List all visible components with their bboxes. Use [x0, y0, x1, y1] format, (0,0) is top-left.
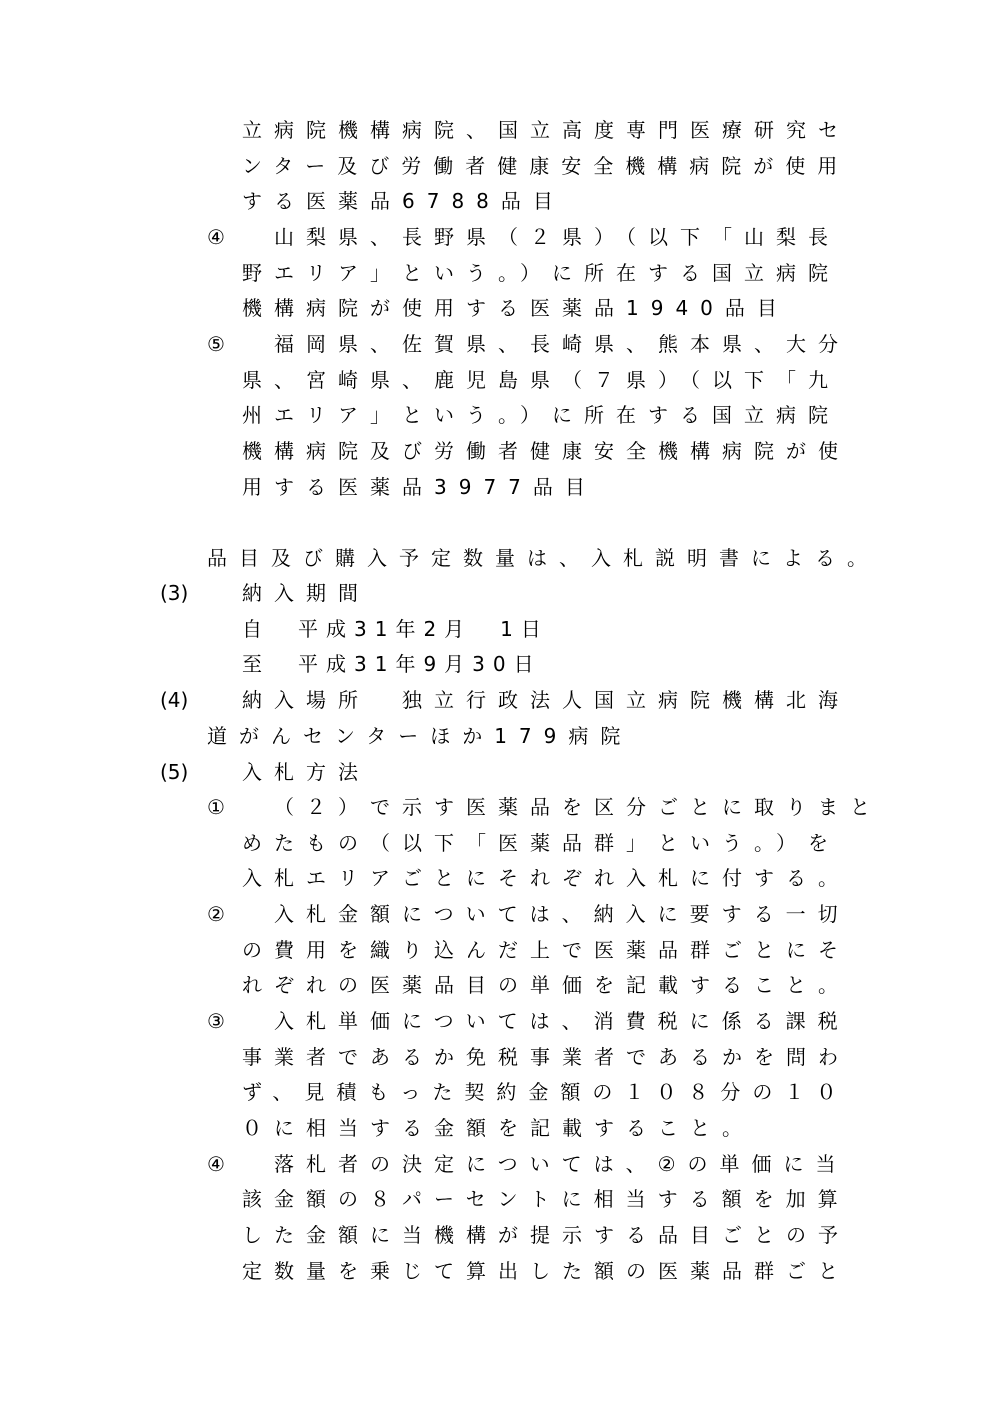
bid-item4-line-3: した金額に当機構が提示する品目ごとの予 [242, 1223, 850, 1247]
section3-title: 納入期間 [242, 581, 370, 605]
section5-title: 入札方法 [242, 760, 370, 784]
item4-line-1: 山梨県、長野県（２県）（以下「山梨長 [274, 225, 840, 249]
section5-label: (5) [160, 760, 189, 784]
item5-marker: ⑤ [207, 332, 225, 356]
bid-item3-line-1: 入札単価については、消費税に係る課税 [274, 1009, 850, 1033]
bid-item4-marker: ④ [207, 1152, 225, 1176]
period-to: 至 平成31年9月30日 [242, 652, 542, 676]
section4-line-2: 道がんセンターほか179病院 [207, 724, 633, 748]
item4-line-2: 野エリア」という。）に所在する国立病院 [242, 261, 840, 285]
item3-cont-line-2: ンター及び労働者健康安全機構病院が使用 [242, 154, 850, 178]
bid-item1-marker: ① [207, 795, 225, 819]
item4-line-3: 機構病院が使用する医薬品1940品目 [242, 296, 789, 320]
section4-line-1: 納入場所 独立行政法人国立病院機構北海 [242, 688, 850, 712]
bid-item1-line-2: めたもの（以下「医薬品群」という。）を [242, 831, 840, 855]
bid-item4-line-2: 該金額の８パーセントに相当する額を加算 [242, 1187, 850, 1211]
bid-item2-line-1: 入札金額については、納入に要する一切 [274, 902, 850, 926]
bid-item2-marker: ② [207, 902, 225, 926]
section4-label: (4) [160, 688, 189, 712]
bid-item4-line-1: 落札者の決定については、②の単価に当 [274, 1152, 848, 1176]
item5-line-2: 県、宮崎県、鹿児島県（７県）（以下「九 [242, 368, 840, 392]
item5-line-4: 機構病院及び労働者健康安全機構病院が使 [242, 439, 850, 463]
item5-line-1: 福岡県、佐賀県、長崎県、熊本県、大分 [274, 332, 850, 356]
item3-cont-line-1: 立病院機構病院、国立高度専門医療研究セ [242, 118, 850, 142]
bid-item4-line-4: 定数量を乗じて算出した額の医薬品群ごと [242, 1259, 850, 1283]
item3-cont-line-3: する医薬品6788品目 [242, 189, 565, 213]
quantity-note: 品目及び購入予定数量は、入札説明書による。 [207, 546, 879, 570]
item5-line-5: 用する医薬品3977品目 [242, 475, 597, 499]
bid-item2-line-2: の費用を織り込んだ上で医薬品群ごとにそ [242, 938, 850, 962]
period-from: 自 平成31年2月 1日 [242, 617, 549, 641]
bid-item3-marker: ③ [207, 1009, 225, 1033]
bid-item3-line-3: ず、見積もった契約金額の１０８分の１０ [242, 1080, 849, 1104]
bid-item3-line-4: ０に相当する金額を記載すること。 [242, 1116, 754, 1140]
item5-line-3: 州エリア」という。）に所在する国立病院 [242, 403, 840, 427]
bid-item2-line-3: れぞれの医薬品目の単価を記載すること。 [242, 973, 850, 997]
bid-item3-line-2: 事業者であるか免税事業者であるかを問わ [242, 1045, 850, 1069]
bid-item1-line-3: 入札エリアごとにそれぞれ入札に付する。 [242, 866, 850, 890]
section3-label: (3) [160, 581, 189, 605]
bid-item1-line-1: （２）で示す医薬品を区分ごとに取りまと [274, 795, 882, 819]
item4-marker: ④ [207, 225, 225, 249]
